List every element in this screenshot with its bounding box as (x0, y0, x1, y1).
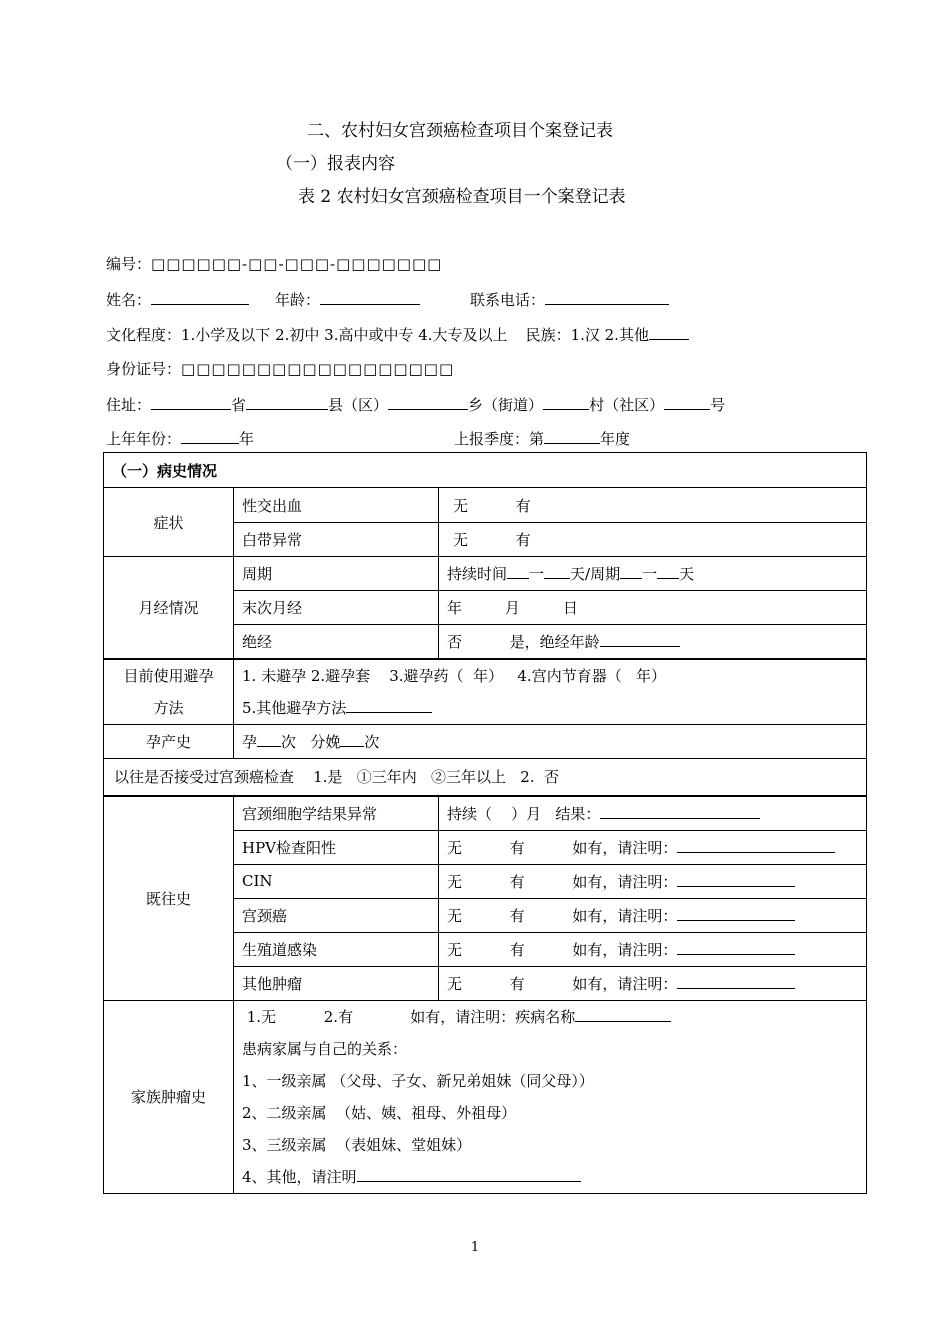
code-boxes[interactable]: □□□□□□-□□-□□□-□□□□□□□ (151, 255, 443, 273)
contraception-options (234, 659, 867, 725)
hist-cancer-note-field[interactable] (677, 906, 795, 921)
family-history-value (234, 1000, 867, 1193)
cycle-period-label: 天/周期 (570, 565, 621, 583)
screening-question[interactable]: 以往是否接受过宫颈癌检查 1.是 ①三年内 ②三年以上 2. 否 (104, 758, 867, 796)
cycle-dash-2: 一 (642, 565, 658, 583)
contraception-label-line1: 目前使用避孕 (123, 666, 214, 685)
symptom-bleeding-options[interactable]: 无 有 (439, 488, 867, 523)
menstrual-label: 月经情况 (104, 557, 234, 659)
province-field[interactable] (151, 395, 231, 410)
hist-hpv-note-field[interactable] (677, 838, 835, 853)
village-field[interactable] (543, 395, 589, 410)
hist-infection-label: 生殖道感染 (234, 932, 439, 966)
hist-cancer-options[interactable]: 无 有 如有，请注明： (447, 906, 678, 925)
menopause-options[interactable]: 否 是，绝经年龄 (447, 632, 600, 651)
hist-cin-options[interactable]: 无 有 如有，请注明： (447, 872, 678, 891)
county-label: 县（区） (328, 396, 389, 414)
town-label: 乡（街道） (468, 396, 544, 414)
pregnancy-label: 孕 (242, 732, 258, 751)
report-period-row (106, 428, 630, 449)
ethnic-other-field[interactable] (649, 325, 689, 340)
hist-cancer-label: 宫颈癌 (234, 898, 439, 932)
family-relation-second[interactable]: 2、二级亲属 （姑、姨、祖母、外祖母） (242, 1103, 517, 1122)
hist-cytology-options[interactable]: 持续（ ）月 结果： (447, 804, 601, 823)
address-label: 住址： (106, 396, 152, 414)
hist-other-tumor-label: 其他肿瘤 (234, 966, 439, 1000)
hist-infection-value (439, 932, 867, 966)
section-subtitle: （一）报表内容 (276, 154, 395, 174)
hist-cancer-value (439, 898, 867, 932)
name-row (106, 289, 669, 310)
symptom-bleeding-label: 性交出血 (234, 488, 439, 523)
delivery-label: 次 分娩 (281, 732, 341, 751)
family-history-options[interactable]: 1.无 2.有 如有，请注明：疾病名称 (242, 1007, 576, 1026)
lmp-label: 末次月经 (234, 591, 439, 625)
cycle-max-field[interactable] (544, 564, 570, 579)
code-label: 编号： (106, 255, 152, 273)
hist-cin-label: CIN (234, 864, 439, 898)
hist-cytology-label: 宫颈细胞学结果异常 (234, 796, 439, 830)
family-relation-other-label: 4、其他，请注明 (242, 1167, 357, 1186)
id-label: 身份证号： (106, 360, 182, 378)
cycle-label: 周期 (234, 557, 439, 591)
page-number: 1 (470, 1240, 480, 1255)
season-suffix: 年度 (600, 430, 631, 448)
number-label: 号 (710, 396, 726, 414)
menopause-value (439, 625, 867, 659)
delivery-suffix: 次 (364, 732, 380, 751)
contraception-options-line1[interactable]: 1. 未避孕 2.避孕套 3.避孕药（ 年） 4.宫内节育器（ 年） (242, 666, 667, 685)
hist-infection-options[interactable]: 无 有 如有，请注明： (447, 940, 678, 959)
address-row (106, 394, 725, 415)
id-row (106, 358, 454, 379)
period-min-field[interactable] (620, 564, 642, 579)
symptoms-label: 症状 (104, 488, 234, 557)
age-label: 年龄： (275, 291, 321, 309)
season-label: 上报季度：第 (454, 430, 545, 448)
menopause-age-field[interactable] (600, 632, 680, 647)
code-row (106, 253, 442, 274)
history-label: 既往史 (104, 796, 234, 1000)
name-field[interactable] (151, 290, 249, 305)
section-header: （一）病史情况 (104, 453, 867, 488)
hist-hpv-value (439, 830, 867, 864)
hist-other-tumor-value (439, 966, 867, 1000)
cycle-value (439, 557, 867, 591)
obstetric-label: 孕产史 (104, 724, 234, 758)
pregnancy-count-field[interactable] (257, 732, 281, 747)
family-disease-field[interactable] (575, 1007, 671, 1022)
phone-field[interactable] (545, 290, 669, 305)
cycle-min-field[interactable] (507, 564, 529, 579)
province-label: 省 (231, 396, 247, 414)
page-title: 二、农村妇女宫颈癌检查项目个案登记表 (307, 121, 613, 141)
year-suffix: 年 (239, 430, 255, 448)
family-relation-third[interactable]: 3、三级亲属 （表姐妹、堂姐妹） (242, 1135, 472, 1154)
hist-cin-note-field[interactable] (677, 872, 795, 887)
lmp-value[interactable]: 年 月 日 (439, 591, 867, 625)
village-label: 村（社区） (589, 396, 665, 414)
education-row (106, 324, 689, 345)
id-boxes[interactable]: □□□□□□□□□□□□□□□□□□ (181, 360, 455, 378)
hist-hpv-label: HPV检查阳性 (234, 830, 439, 864)
town-field[interactable] (388, 395, 468, 410)
delivery-count-field[interactable] (340, 732, 364, 747)
hist-other-tumor-options[interactable]: 无 有 如有，请注明： (447, 974, 678, 993)
hist-cytology-value (439, 796, 867, 830)
family-relation-other-field[interactable] (357, 1167, 581, 1182)
menopause-label: 绝经 (234, 625, 439, 659)
family-history-label: 家族肿瘤史 (104, 1000, 234, 1193)
contraception-other-field[interactable] (346, 698, 432, 713)
medical-history-table (103, 452, 867, 1194)
name-label: 姓名： (106, 291, 152, 309)
symptom-discharge-options[interactable]: 无 有 (439, 523, 867, 557)
cycle-day-label: 天 (679, 565, 695, 583)
family-relation-first[interactable]: 1、一级亲属 （父母、子女、新兄弟姐妹（同父母）） (242, 1071, 594, 1090)
hist-other-tumor-note-field[interactable] (677, 974, 795, 989)
ethnic-options[interactable]: 民族：1.汉 2.其他 (525, 326, 649, 344)
phone-label: 联系电话： (470, 291, 546, 309)
county-field[interactable] (246, 395, 328, 410)
season-field[interactable] (544, 429, 600, 444)
hist-infection-note-field[interactable] (677, 940, 795, 955)
hist-cin-value (439, 864, 867, 898)
hist-hpv-options[interactable]: 无 有 如有，请注明： (447, 838, 678, 857)
cycle-duration-label: 持续时间 (447, 565, 508, 583)
number-field[interactable] (664, 395, 710, 410)
contraception-label-line2: 方法 (153, 698, 184, 717)
education-options[interactable]: 文化程度：1.小学及以下 2.初中 3.高中或中专 4.大专及以上 (106, 326, 508, 344)
age-field[interactable] (320, 290, 420, 305)
hist-cytology-result-field[interactable] (600, 804, 760, 819)
contraception-other-label: 5.其他避孕方法 (242, 698, 347, 717)
contraception-label (104, 659, 234, 725)
obstetric-value (234, 724, 867, 758)
table-title: 表 2 农村妇女宫颈癌检查项目一个案登记表 (298, 187, 626, 207)
year-field[interactable] (181, 429, 239, 444)
family-relation-label: 患病家属与自己的关系： (242, 1039, 408, 1058)
year-label: 上年年份： (106, 430, 182, 448)
cycle-dash-1: 一 (529, 565, 545, 583)
period-max-field[interactable] (657, 564, 679, 579)
symptom-discharge-label: 白带异常 (234, 523, 439, 557)
